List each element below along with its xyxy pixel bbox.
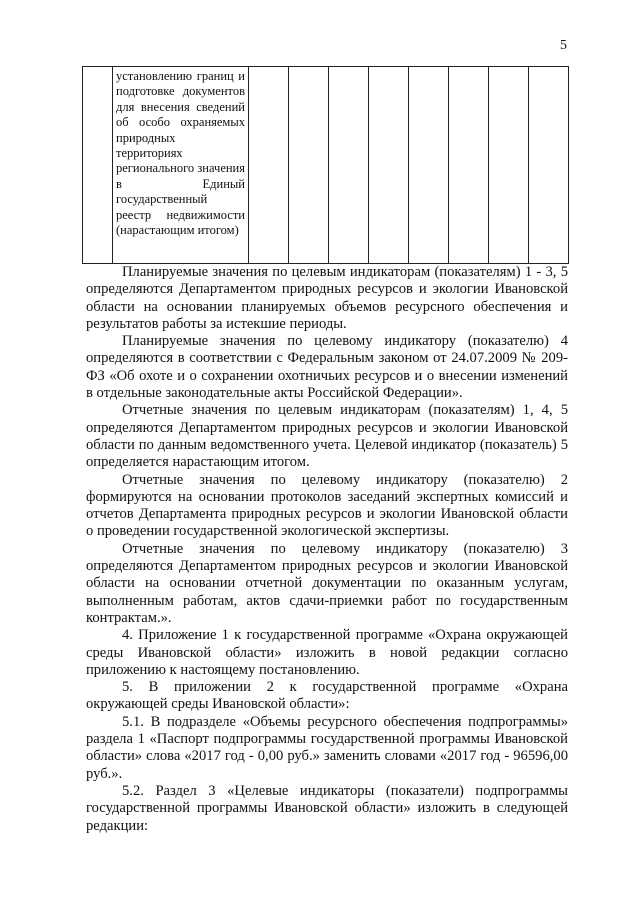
page-number: 5	[560, 38, 567, 53]
paragraph-planned-4: Планируемые значения по целевому индикатору (показателю) 4 определяются в соответствии с Федеральным законом от 24.07.2009 № 209-ФЗ «Об охоте и о сохранении охотничьих ресурсов и о внесении изменений в отдельные законодательные акты Российской Федерации».	[86, 333, 568, 402]
document-body	[86, 264, 568, 835]
table-row	[83, 67, 569, 264]
indicator-name-text: установлению границ и подготовке документов для внесения сведений об особо охраняемых природных территориях регионального значения в Единый государственный реестр недвижимости (нарастающим итогом)	[116, 69, 245, 238]
paragraph-item-5-1: 5.1. В подразделе «Объемы ресурсного обеспечения подпрограммы» раздела 1 «Паспорт подпрограммы государственной программы Ивановской области» слова «2017 год - 0,00 руб.» заменить словами «2017 год - 96596,00 руб.».	[86, 713, 568, 782]
table-cell-number	[83, 67, 113, 264]
table-cell-value	[529, 67, 569, 264]
paragraph-reported-3: Отчетные значения по целевому индикатору (показателю) 3 определяются Департаментом природных ресурсов и экологии Ивановской области на основании отчетной документации по оказанным услугам, выполненным работам, актов сдачи-приемки работ по государственным контрактам.».	[86, 540, 568, 626]
table-cell-value	[289, 67, 329, 264]
paragraph-item-5-2: 5.2. Раздел 3 «Целевые индикаторы (показатели) подпрограммы государственной программы Ивановской области» изложить в следующей редакции:	[86, 782, 568, 834]
table-cell-value	[489, 67, 529, 264]
table-cell-value	[329, 67, 369, 264]
table-cell-value	[449, 67, 489, 264]
paragraph-item-4: 4. Приложение 1 к государственной программе «Охрана окружающей среды Ивановской области» изложить в новой редакции согласно приложению к настоящему постановлению.	[86, 627, 568, 678]
table-cell-value	[369, 67, 409, 264]
paragraph-reported-2: Отчетные значения по целевому индикатору (показателю) 2 формируются на основании протоколов заседаний экспертных комиссий и отчетов Департамента природных ресурсов и экологии Ивановской области о проведении государственной экологической экспертизы.	[86, 471, 568, 540]
table-cell-indicator-name	[113, 67, 249, 264]
table-cell-value	[409, 67, 449, 264]
paragraph-planned-1-3-5: Планируемые значения по целевым индикаторам (показателям) 1 - 3, 5 определяются Департаментом природных ресурсов и экологии Ивановской области на основании планируемых объемов ресурсного обеспечения и результатов работы за истекшие периоды.	[86, 264, 568, 332]
paragraph-reported-1-4-5: Отчетные значения по целевым индикаторам (показателям) 1, 4, 5 определяются Департаментом природных ресурсов и экологии Ивановской области по данным ведомственного учета. Целевой индикатор (показатель) 5 определяется нарастающим итогом.	[86, 402, 568, 471]
table-cell-value	[249, 67, 289, 264]
paragraph-item-5: 5. В приложении 2 к государственной программе «Охрана окружающей среды Ивановской области»:	[86, 679, 568, 713]
indicator-table-continuation	[82, 66, 569, 264]
